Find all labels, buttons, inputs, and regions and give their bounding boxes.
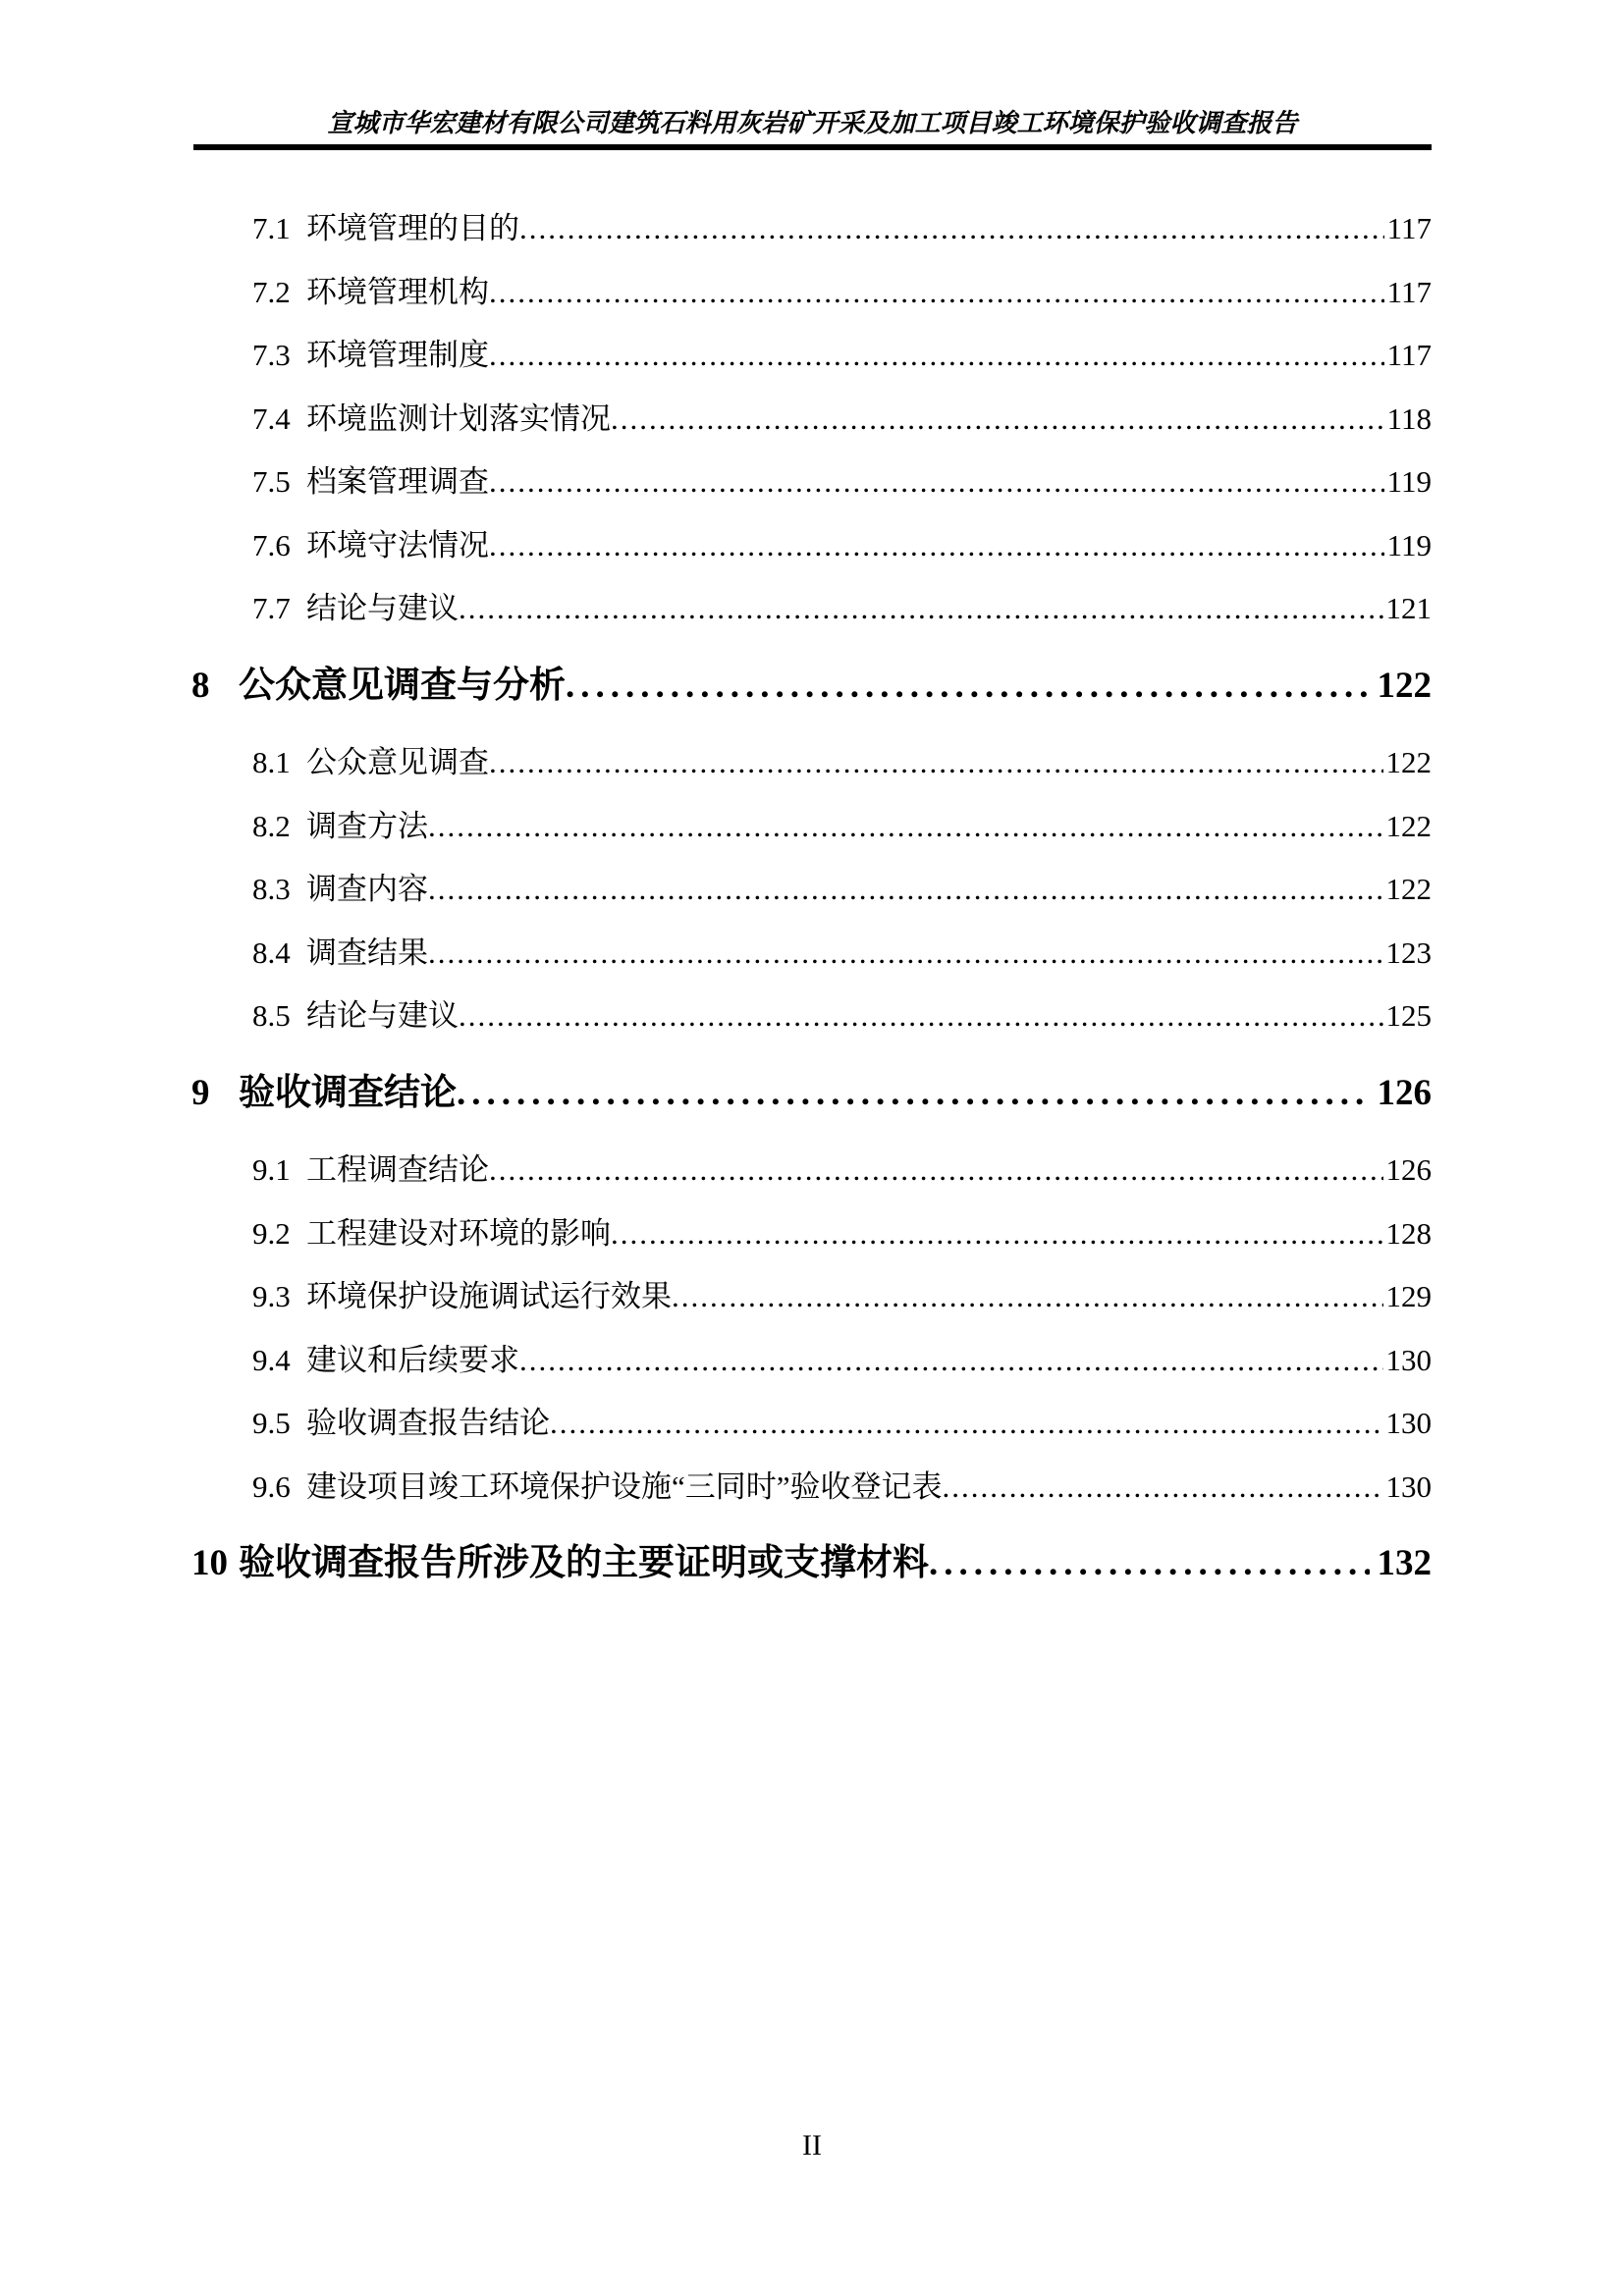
toc-dot-leader [519,197,1384,261]
toc-entry-page: 130 [1385,1342,1432,1377]
toc-dot-leader [428,922,1383,986]
header-title: 宣城市华宏建材有限公司建筑石料用灰岩矿开采及加工项目竣工环境保护验收调查报告 [327,109,1298,137]
toc-entry-label: 建设项目竣工环境保护设施“三同时”验收登记表 [306,1468,943,1504]
toc-dot-leader [611,388,1384,452]
toc-entry[interactable] [191,1202,1432,1266]
toc-entry-page: 122 [1385,872,1432,906]
toc-entry-page: 130 [1385,1468,1432,1504]
toc-dot-leader [943,1456,1383,1520]
toc-entry-number: 7.3 [252,338,291,372]
page-header [193,108,1432,150]
toc-entry-label: 结论与建议 [306,998,459,1033]
toc-entry[interactable] [191,261,1432,325]
toc-entry[interactable] [191,655,1432,719]
toc-entry-label: 环境守法情况 [306,527,489,562]
toc-dot-leader [550,1392,1383,1456]
toc-entry[interactable] [191,451,1432,514]
toc-entry-page: 117 [1386,338,1432,372]
toc-dot-leader [489,514,1384,578]
toc-entry-number: 9.1 [252,1152,291,1187]
toc-entry-number: 7.4 [252,400,291,436]
toc-entry-number: 9.6 [252,1468,291,1504]
toc-entry[interactable] [191,731,1432,795]
toc-entry-page: 117 [1386,274,1432,309]
toc-dot-leader [459,985,1383,1048]
toc-entry-number: 8.1 [252,745,291,779]
toc-dot-leader [489,451,1384,514]
toc-entry-number: 9.4 [252,1342,291,1377]
toc-entry-page: 119 [1386,464,1432,499]
toc-entry-number: 8.4 [252,934,291,970]
toc-entry-label: 环境保护设施调试运行效果 [306,1279,672,1313]
toc-dot-leader [566,655,1370,719]
toc-entry-label: 验收调查结论 [239,1072,457,1113]
toc-entry[interactable] [191,1062,1432,1126]
toc-entry-label: 调查内容 [306,872,428,906]
toc-entry-label: 环境管理机构 [306,274,489,309]
toc-entry-number: 7.7 [252,591,291,625]
toc-entry[interactable] [191,1329,1432,1393]
toc-entry-label: 工程调查结论 [306,1152,489,1187]
toc-entry[interactable] [191,858,1432,922]
toc-entry[interactable] [191,197,1432,261]
toc-dot-leader [672,1265,1383,1329]
toc-entry-page: 122 [1385,745,1432,779]
toc-entry-page: 122 [1385,808,1432,843]
toc-entry-number: 7.6 [252,527,291,562]
toc-entry-label: 验收调查报告结论 [306,1406,550,1440]
toc-entry-page: 128 [1385,1215,1432,1251]
toc-entry-page: 130 [1385,1406,1432,1440]
toc-entry-label: 调查方法 [306,808,428,843]
toc-entry-label: 调查结果 [306,934,428,970]
toc-entry-page: 118 [1386,400,1432,436]
toc-entry-number: 10 [191,1543,228,1583]
toc-dot-leader [457,1062,1370,1126]
toc-entry-number: 9 [191,1072,210,1113]
toc-dot-leader [428,795,1383,859]
toc-entry-label: 建议和后续要求 [306,1342,519,1377]
toc-entry-label: 环境管理制度 [306,338,489,372]
page-footer [0,2128,1624,2163]
toc-entry-page: 125 [1385,998,1432,1033]
toc-dot-leader [519,1329,1383,1393]
toc-entry-page: 129 [1385,1279,1432,1313]
toc-entry-label: 公众意见调查 [306,745,489,779]
toc-entry-number: 8.2 [252,808,291,843]
toc-entry[interactable] [191,514,1432,578]
toc-entry-page: 122 [1377,665,1432,706]
toc-dot-leader [428,858,1383,922]
toc-entry-number: 9.3 [252,1279,291,1313]
toc-entry-page: 119 [1386,527,1432,562]
toc-entry-page: 126 [1385,1152,1432,1187]
toc-entry-label: 档案管理调查 [306,464,489,499]
toc-entry[interactable] [191,577,1432,641]
toc-dot-leader [929,1532,1370,1596]
toc-entry-page: 121 [1385,591,1432,625]
toc-dot-leader [489,261,1384,325]
toc-entry[interactable] [191,1139,1432,1202]
toc-entry-number: 8.3 [252,872,291,906]
toc-entry-number: 7.1 [252,211,291,245]
toc-entry-label: 工程建设对环境的影响 [306,1215,611,1251]
toc-entry-label: 结论与建议 [306,591,459,625]
toc-entry-number: 8 [191,665,210,706]
toc-dot-leader [611,1202,1383,1266]
toc-entry-label: 环境监测计划落实情况 [306,400,611,436]
toc-entry-number: 8.5 [252,998,291,1033]
toc-entry[interactable] [191,985,1432,1048]
toc-entry-page: 123 [1385,934,1432,970]
toc-entry-label: 公众意见调查与分析 [239,665,566,706]
toc-entry-page: 132 [1377,1543,1432,1583]
toc-entry-number: 7.5 [252,464,291,499]
toc-entry[interactable] [191,1265,1432,1329]
toc-entry-number: 9.5 [252,1406,291,1440]
toc-entry[interactable] [191,1532,1432,1596]
toc-list [191,197,1432,1610]
toc-entry[interactable] [191,388,1432,452]
toc-entry[interactable] [191,795,1432,859]
toc-entry[interactable] [191,1456,1432,1520]
toc-entry-page: 126 [1377,1072,1432,1113]
toc-entry-page: 117 [1386,211,1432,245]
toc-dot-leader [459,577,1383,641]
toc-entry-number: 9.2 [252,1215,291,1251]
toc-entry-label: 验收调查报告所涉及的主要证明或支撑材料 [239,1543,929,1583]
toc-dot-leader [489,1139,1383,1202]
toc-entry[interactable] [191,1392,1432,1456]
page-number: II [802,2129,822,2162]
toc-entry[interactable] [191,324,1432,388]
toc-entry-label: 环境管理的目的 [306,211,519,245]
toc-entry[interactable] [191,922,1432,986]
toc-dot-leader [489,324,1384,388]
toc-entry-number: 7.2 [252,274,291,309]
toc-dot-leader [489,731,1383,795]
